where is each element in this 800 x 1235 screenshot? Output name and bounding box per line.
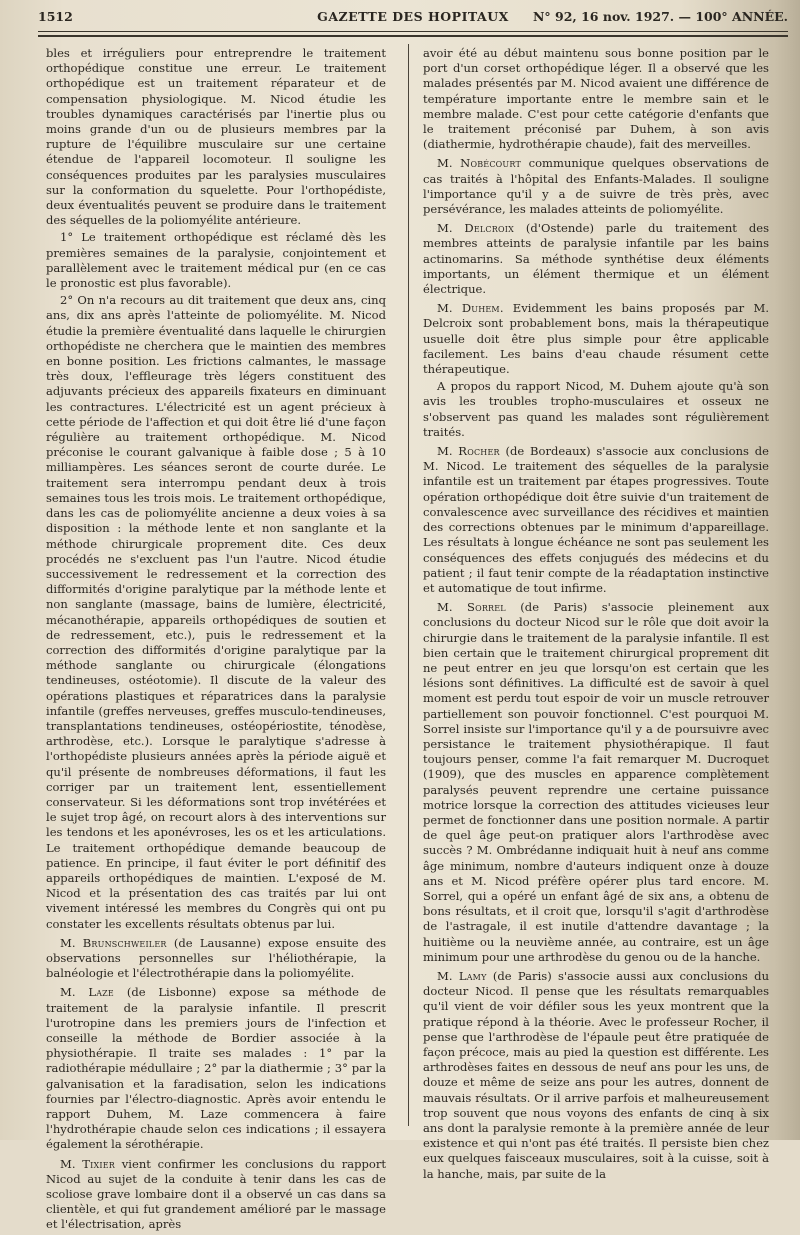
paragraph: [46, 230, 386, 291]
paragraph-text: (d'Ostende) parle du traitement des membres atteints de paralysie infantile par les bains actinomarins. Sa méthode synthétise deux éléments importants, un élément thermique et un élément électrique.: [423, 221, 770, 297]
page-number: 1512: [38, 9, 73, 24]
page-header: [38, 4, 788, 30]
paragraph-text: (de Lausanne) expose ensuite des observations personnelles sur l'héliothérapie, la balnéologie et l'électrothérapie dans la poliomyélite.: [46, 935, 386, 981]
speaker-name: Lamy: [458, 968, 487, 983]
paragraph-text: communique quelques observations de cas traités à l'hôpital des Enfants-Malades. Il souligne l'importance qu'il y a de suivre de très près, avec persévérance, les malades atteints de poliomyélite.: [423, 156, 769, 217]
speaker-prefix: M.: [60, 985, 89, 1000]
paragraph: [423, 600, 769, 965]
paragraph-text: . Evidemment les bains proposés par M. Delcroix sont probablement bons, mais la thérapeutique usuelle doit être plus simple pour être applicable facilement. Les bains d'eau chaude résument cette thérapeutique.: [423, 301, 769, 377]
paragraph: [423, 379, 769, 440]
paragraph: [423, 156, 769, 217]
paragraph-text: 2° On n'a recours au dit traitement que deux ans, cinq ans, dix ans après l'atteinte de poliomyélite. M. Nicod étudie la première éventualité dans laquelle le chirurgien orthopédiste ne cherchera que le maintien des membres en bonne position. Les frictions calmantes, le massage très doux, l'effleurage très légers constituent des adjuvants précieux des appareils fixateurs en diminuant les contractures. L'électricité est un agent précieux à cette période de l'affection et qui doit être lié d'une façon régulière au traitement orthopédique. M. Nicod préconise le courant galvanique à faible dose ; 5 à 10 milliampères. Les séances seront de courte durée. Le traitement sera interrompu pendant deux à trois semaines tous les trois mois. Le traitement orthopédique, dans les cas de poliomyélite ancienne a deux voies à sa disposition : la méthode lente et non sanglante et la méthode chirurgicale proprement dite. Ces deux procédés ne s'excluent pas l'un l'autre. Nicod étudie successivement le redressement et la correction des difformités d'origine paralytique par la méthode lente et non sanglante (massage, bains de lumière, électricité, mécanothérapie, appareils orthopédiques de soutien et de redressement, etc.), puis le redressement et la correction des difformités d'origine paralytique par la méthode sanglante ou chirurgicale (élongations tendineuses, ostéotomie). Il discute de la valeur des opérations plastiques et réparatrices dans la paralysie infantile (greffes nerveuses, greffes musculo-tendineuses, transplantations tendineuses, ostéopériostite, ténodèse, arthrodèse, etc.). Lorsque le paralytique s'adresse à l'orthopédiste plusieurs années après la période aiguë et qu'il présente de nombreuses déformations, il faut les corriger par un traitement lent, essentiellement conservateur. Si les déformations sont trop invétérées et le sujet trop âgé, on recourt alors à des interventions sur les tendons et les aponévroses, les os et les articulations. Le traitement orthopédique demande beaucoup de patience. En principe, il faut éviter le port définitif des appareils orthopédiques de maintien. L'exposé de M. Nicod et la présentation des cas traités par lui ont vivement intéressé les membres du Congrès qui ont pu constater les excellents résultats obtenus par lui.: [46, 293, 386, 931]
speaker-name: Laze: [88, 985, 114, 1000]
paragraph: [423, 301, 769, 377]
paragraph-text: avoir été au début maintenu sous bonne position par le port d'un corset orthopédique léger. Il a observé que les malades présentés par M. Nicod avaient une différence de température importante entre le membre sain et le membre malade. C'est pour cette catégorie d'enfants que le traitement préconisé par Duhem, à son avis (diathermie, hydrothérapie chaude), fait des merveilles.: [423, 46, 769, 152]
speaker-prefix: M.: [60, 1156, 83, 1171]
right-column: [423, 46, 769, 1184]
speaker-prefix: M.: [437, 221, 465, 236]
paragraph-text: A propos du rapport Nicod, M. Duhem ajoute qu'à son avis les troubles tropho-musculaires et osseux ne s'observent pas quand les malades sont régulièrement traités.: [423, 379, 769, 439]
left-column: [46, 46, 386, 1235]
speaker-prefix: M.: [437, 301, 462, 316]
speaker-name: Tixier: [82, 1156, 116, 1171]
speaker-prefix: M.: [60, 935, 83, 950]
paragraph: [423, 444, 769, 596]
paragraph: [46, 1157, 386, 1233]
speaker-prefix: M.: [437, 444, 459, 459]
paragraph: [46, 985, 386, 1152]
paragraph-text: (de Lisbonne) expose sa méthode de traitement de la paralysie infantile. Il prescrit l'urotropine dans les premiers jours de l'infection et conseille la méthode de Bordier associée à la physiothérapie. Il traite ses malades : 1° par la radiothérapie médullaire ; 2° par la diathermie ; 3° par la galvanisation et la faradisation, selon les indications fournies par l'électro-diagnostic. Après avoir entendu le rapport Duhem, M. Laze commencera à faire l'hydrothérapie chaude selon ces indications ; il essayera également la sérothérapie.: [46, 985, 387, 1152]
issue-info: N° 92, 16 nov. 1927. — 100° ANNÉE.: [532, 9, 788, 24]
speaker-prefix: M.: [437, 156, 461, 171]
paragraph-text: (de Paris) s'associe aussi aux conclusions du docteur Nicod. Il pense que les résultats remarquables qu'il vient de voir défiler sous les yeux montrent que la pratique répond à la théorie. Avec le professeur Rocher, il pense que l'arthrodèse de l'épaule peut être pratiquée de façon précoce, mais au pied la question est différente. Les arthrodèses faites en dessous de neuf ans pour les uns, de douze et même de seize ans pour les autres, donnent de mauvais résultats. Or il arrive parfois et malheureusement trop souvent que nous voyons des enfants de cinq à six ans dont la paralysie remonte à la première année de leur existence et qui n'ont pas été traités. Il persiste bien chez eux quelques faisceaux musculaires, soit à la cuisse, soit à la hanche, mais, par suite de la: [423, 968, 769, 1181]
paragraph-text: bles et irréguliers pour entreprendre le traitement orthopédique constitue une erreur. Le traitement orthopédique est un traitement réparateur et de compensation physiologique. M. Nicod étudie les troubles dynamiques caractérisés par l'inertie plus ou moins grande d'un ou de plusieurs membres par la rupture de l'équilibre musculaire sur une certaine étendue de l'appareil locomoteur. Il souligne les conséquences produites par les paralysies musculaires sur la conformation du squelette. Pour l'orthopédiste, deux éventualités peuvent se produire dans le traitement des séquelles de la poliomyélite antérieure.: [46, 46, 386, 228]
paragraph-text: (de Paris) s'associe pleinement aux conclusions du docteur Nicod sur le rôle que doit avoir la chirurgie dans le traitement de la paralysie infantile. Il est bien certain que le traitement chirurgical proprement dit ne peut entrer en jeu que lorsqu'on est certain que les lésions sont définitives. La difficulté est de savoir à quel moment est perdu tout espoir de voir un muscle retrouver partiellement son pouvoir fonctionnel. C'est pourquoi M. Sorrel insiste sur l'importance qu'il y a de poursuivre avec persistance le traitement physiothérapique. Il faut toujours penser, comme l'a fait remarquer M. Ducroquet (1909), que des muscles en apparence complètement paralysés peuvent reprendre une certaine puissance motrice lorsque la correction des attitudes vicieuses leur permet de fonctionner dans une position normale. A partir de quel âge peut-on pratiquer alors l'arthrodèse avec succès ? M. Ombrédanne indiquait huit à neuf ans comme âge minimum, nombre d'auteurs indiquent onze à douze ans et M. Nicod préfère opérer plus tard encore. M. Sorrel, qui a opéré un enfant âgé de six ans, a obtenu de bons résultats, et il croit que, lorsqu'il s'agit d'arthrodèse de l'astragale, il est inutile d'attendre davantage ; la huitième ou la neuvième année, au contraire, est un âge minimum pour une arthrodèse du genou ou de la hanche.: [423, 600, 769, 964]
paragraph: [423, 969, 769, 1182]
speaker-name: Delcroix: [464, 221, 514, 236]
column-divider: [408, 44, 409, 1126]
paragraph: [46, 293, 386, 932]
paragraph-text: 1° Le traitement orthopédique est réclamé dès les premières semaines de la paralysie, conjointement et parallèlement avec le traitement médical pur (en ce cas le pronostic est plus favorable).: [46, 230, 386, 291]
header-rule-thin: [38, 31, 788, 32]
speaker-name: Brunschweiler: [82, 935, 167, 950]
speaker-name: Nobécourt: [460, 156, 521, 171]
journal-title: GAZETTE DES HOPITAUX: [317, 9, 509, 24]
speaker-name: Sorrel: [466, 600, 506, 615]
paragraph: [46, 936, 386, 982]
speaker-prefix: M.: [437, 600, 467, 615]
paragraph: [423, 46, 769, 152]
speaker-name: Duhem: [461, 301, 500, 316]
paragraph-text: vient confirmer les conclusions du rapport Nicod au sujet de la conduite à tenir dans les cas de scoliose grave lombaire dont il a observé un cas dans sa clientèle, et qui fut grandement amélioré par le massage et l'électrisation, après: [46, 1156, 386, 1232]
header-rule-thick: [38, 35, 788, 37]
paragraph: [423, 221, 769, 297]
paragraph-text: (de Bordeaux) s'associe aux conclusions de M. Nicod. Le traitement des séquelles de la paralysie infantile est un traitement par étapes progressives. Toute opération orthopédique doit être suivie d'un traitement de convalescence avec surveillance des récidives et maintien des corrections obtenues par le minimum d'appareillage. Les résultats à longue échéance ne sont pas seulement les conséquences des effets conjugués des médecins et du patient ; il faut tenir compte de la réadaptation instinctive et automatique de tout infirme.: [423, 444, 770, 595]
paragraph: [46, 46, 386, 228]
speaker-prefix: M.: [437, 968, 459, 983]
speaker-name: Rocher: [458, 444, 500, 459]
